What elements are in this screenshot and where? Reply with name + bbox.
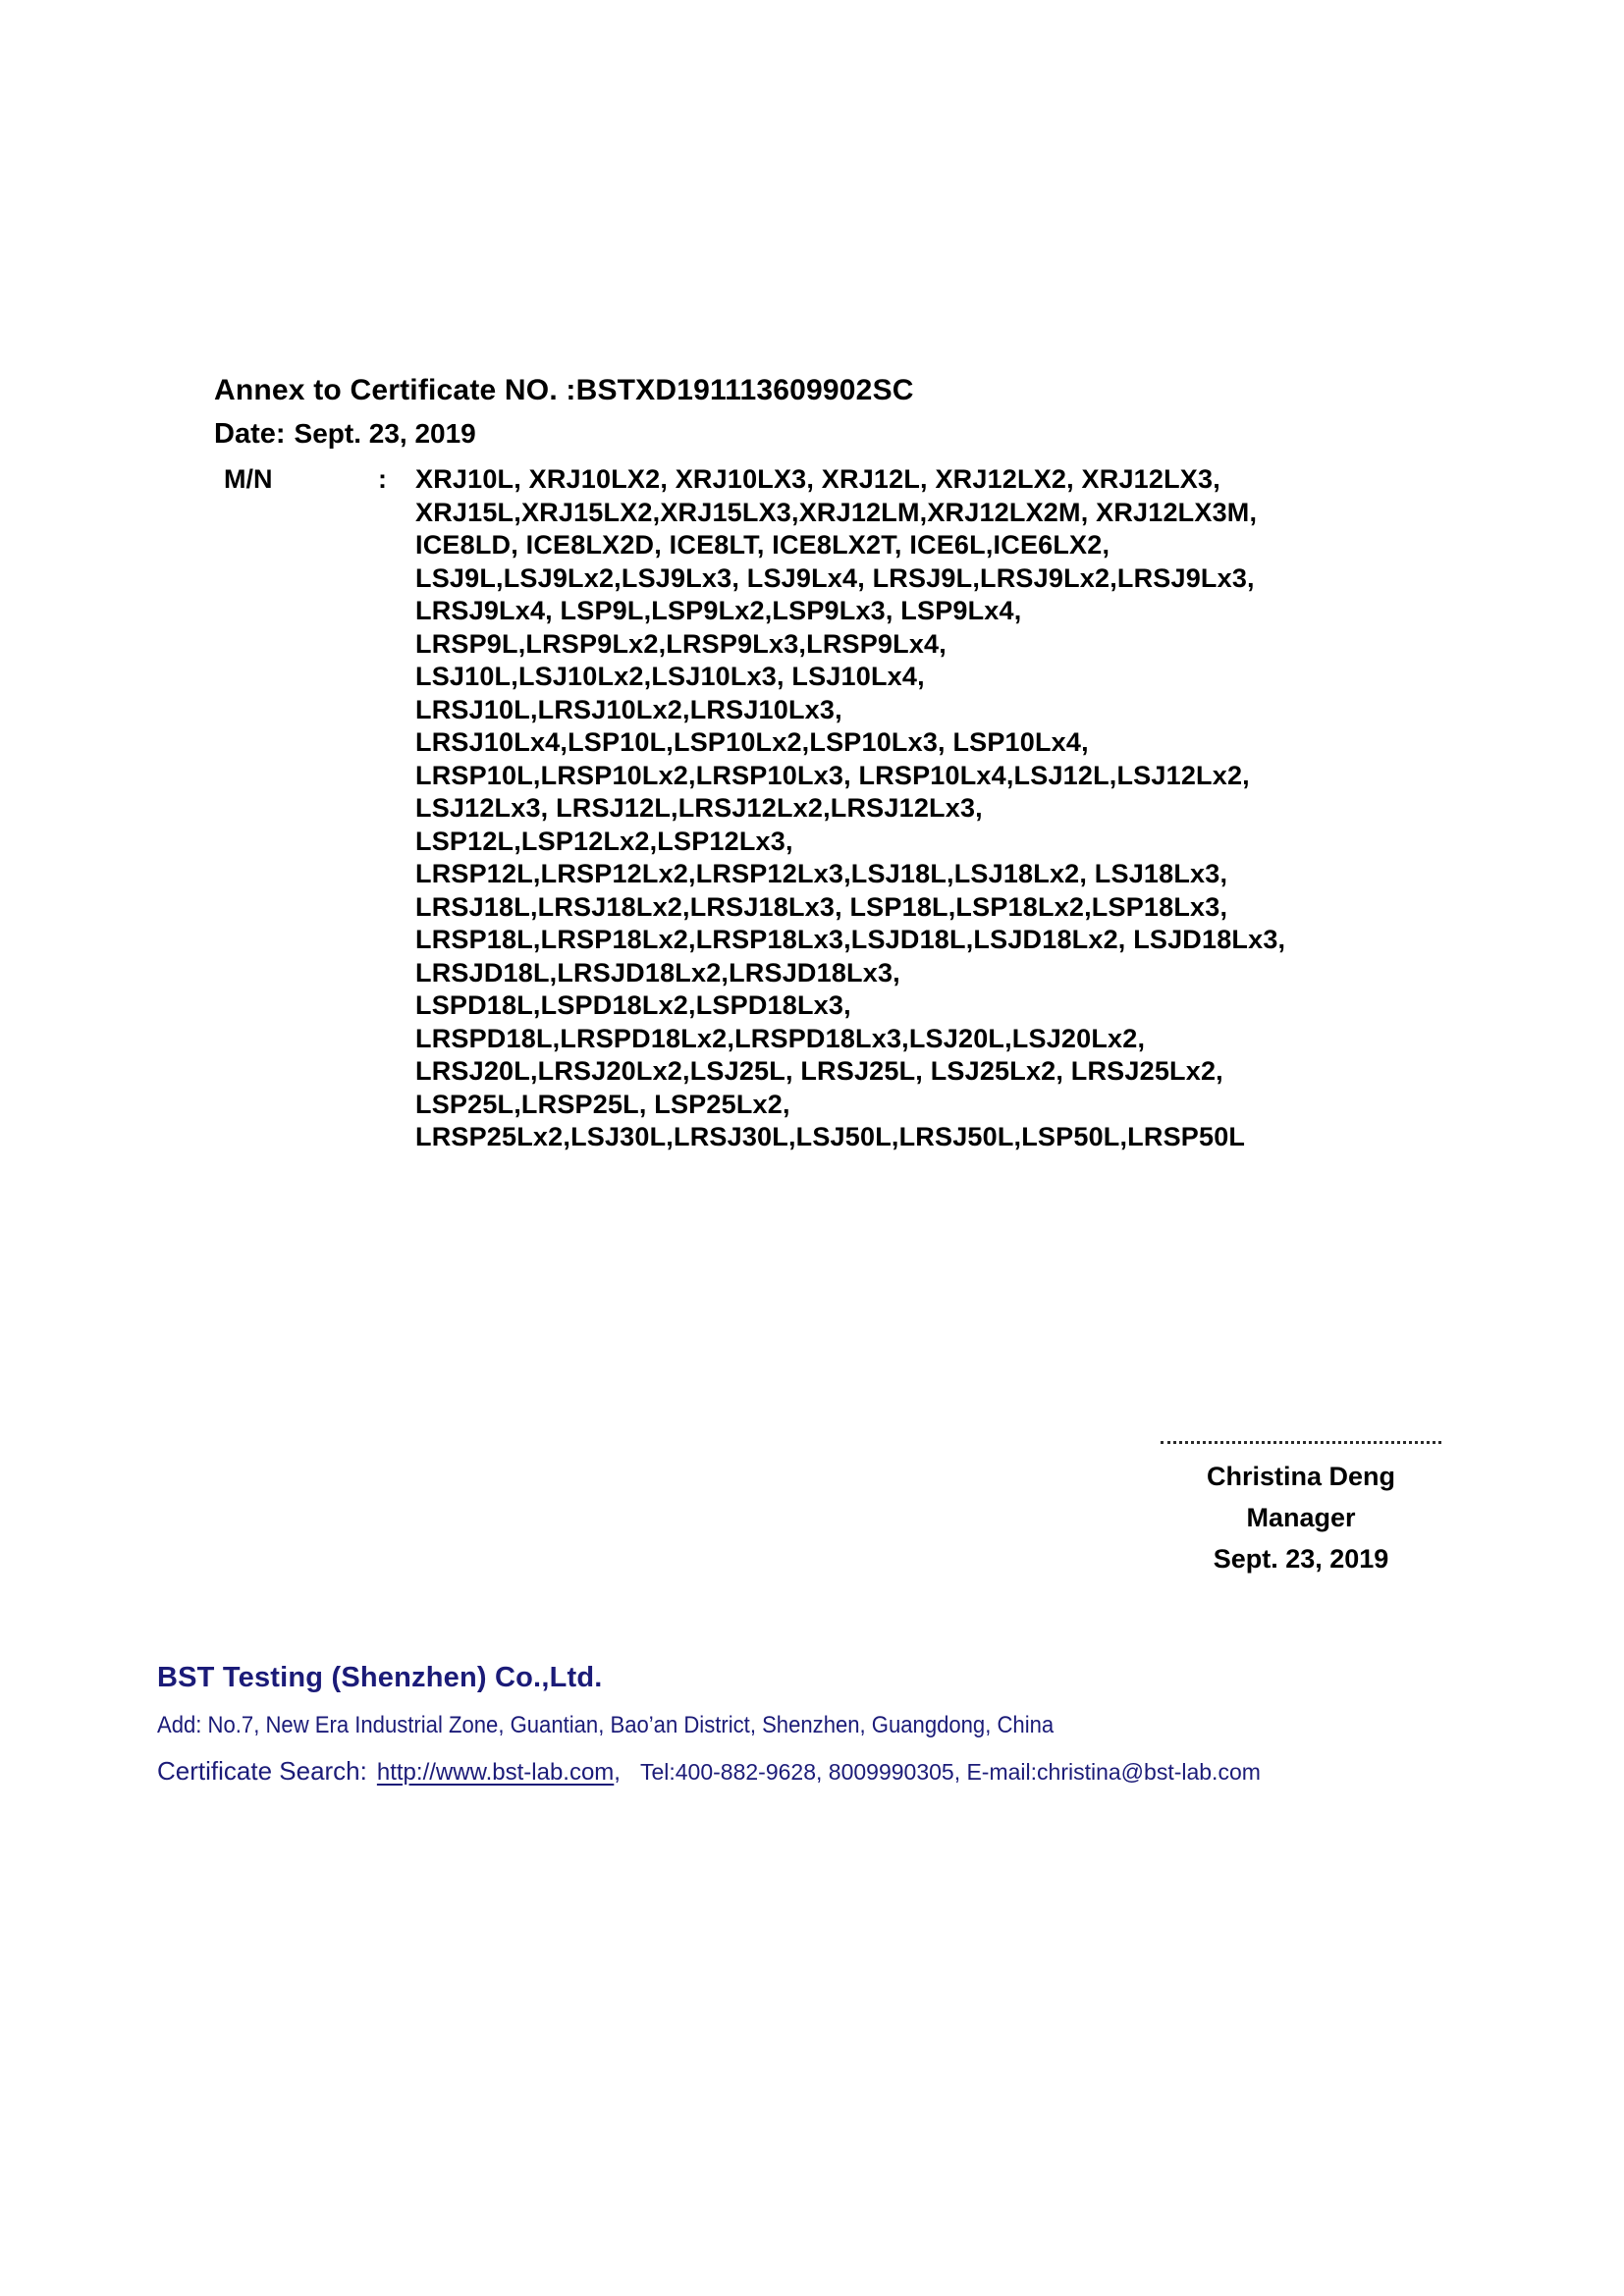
model-number-row [214,463,1422,1154]
signature-date: Sept. 23, 2019 [1213,1544,1389,1574]
model-line: LRSJ20L,LRSJ20Lx2,LSJ25L, LRSJ25L, LSJ25Lx2, LRSJ25Lx2, [415,1056,1223,1086]
date-label: Date: [214,418,286,450]
model-line: LRSP12L,LRSP12Lx2,LRSP12Lx3,LSJ18L,LSJ18Lx2, LSJ18Lx3, [415,859,1228,888]
document-title: Annex to Certificate NO. :BSTXD191113609902SC [214,374,914,406]
certificate-search-url-link[interactable]: http://www.bst-lab.com [376,1759,615,1786]
model-line: LRSP10L,LRSP10Lx2,LRSP10Lx3, LRSP10Lx4,LSJ12L,LSJ12Lx2, [415,760,1250,790]
model-line: LSP12L,LSP12Lx2,LSP12Lx3, [415,826,793,856]
model-line: LRSP25Lx2,LSJ30L,LRSJ30L,LSJ50L,LRSJ50L,LSP50L,LRSP50L [415,1122,1246,1151]
contact-info: Tel:400-882-9628, 8009990305, E-mail:christina@bst-lab.com [639,1759,1261,1785]
model-line: LSJ12Lx3, LRSJ12L,LRSJ12Lx2,LRSJ12Lx3, [415,793,983,823]
date-value: Sept. 23, 2019 [294,418,476,449]
model-line: LSPD18L,LSPD18Lx2,LSPD18Lx3, [415,990,851,1020]
model-line: LRSPD18L,LRSPD18Lx2,LRSPD18Lx3,LSJ20L,LSJ20Lx2, [415,1023,1146,1053]
model-line: LRSP9L,LRSP9Lx2,LRSP9Lx3,LRSP9Lx4, [415,628,947,659]
certificate-search-label: Certificate Search: [157,1756,367,1786]
model-line: ICE8LD, ICE8LX2D, ICE8LT, ICE8LX2T, ICE6L,ICE6LX2, [415,530,1110,560]
certificate-search-line [157,1755,1473,1789]
footer [157,1661,1473,1789]
model-line: LSJ10L,LSJ10Lx2,LSJ10Lx3, LSJ10Lx4, [415,662,925,691]
annex-content [214,373,1422,1154]
date-row [214,417,1422,455]
url-trailing-comma: , [614,1759,621,1786]
signature-dotted-line [1161,1431,1441,1444]
model-line: LSJ9L,LSJ9Lx2,LSJ9Lx3, LSJ9Lx4, LRSJ9L,LRSJ9Lx2,LRSJ9Lx3, [415,562,1255,593]
model-number-label: M/N [224,464,273,494]
signatory-title: Manager [1246,1503,1356,1532]
model-line: LRSJ10Lx4,LSP10L,LSP10Lx2,LSP10Lx3, LSP10Lx4, [415,727,1089,757]
model-line: LRSJ18L,LRSJ18Lx2,LRSJ18Lx3, LSP18L,LSP18Lx2,LSP18Lx3, [415,891,1228,922]
model-line: LSP25L,LRSP25L, LSP25Lx2, [415,1089,790,1119]
model-line: LRSJ9Lx4, LSP9L,LSP9Lx2,LSP9Lx3, LSP9Lx4, [415,596,1022,625]
model-number-list [415,463,1422,1154]
model-number-separator: : [378,464,387,494]
signatory-name: Christina Deng [1206,1462,1396,1491]
model-line: LRSJ10L,LRSJ10Lx2,LRSJ10Lx3, [415,694,842,724]
model-line: XRJ10L, XRJ10LX2, XRJ10LX3, XRJ12L, XRJ12LX2, XRJ12LX3, [415,464,1220,494]
model-line: LRSJD18L,LRSJD18Lx2,LRSJD18Lx3, [415,957,900,988]
company-name: BST Testing (Shenzhen) Co.,Ltd. [157,1662,603,1693]
model-line: LRSP18L,LRSP18Lx2,LRSP18Lx3,LSJD18L,LSJD18Lx2, LSJD18Lx3, [415,925,1286,954]
company-address: Add: No.7, New Era Industrial Zone, Guantian, Bao’an District, Shenzhen, Guangdong, China [157,1712,1055,1738]
model-line: XRJ15L,XRJ15LX2,XRJ15LX3,XRJ12LM,XRJ12LX2M, XRJ12LX3M, [415,497,1258,527]
signature-block [1161,1431,1441,1579]
